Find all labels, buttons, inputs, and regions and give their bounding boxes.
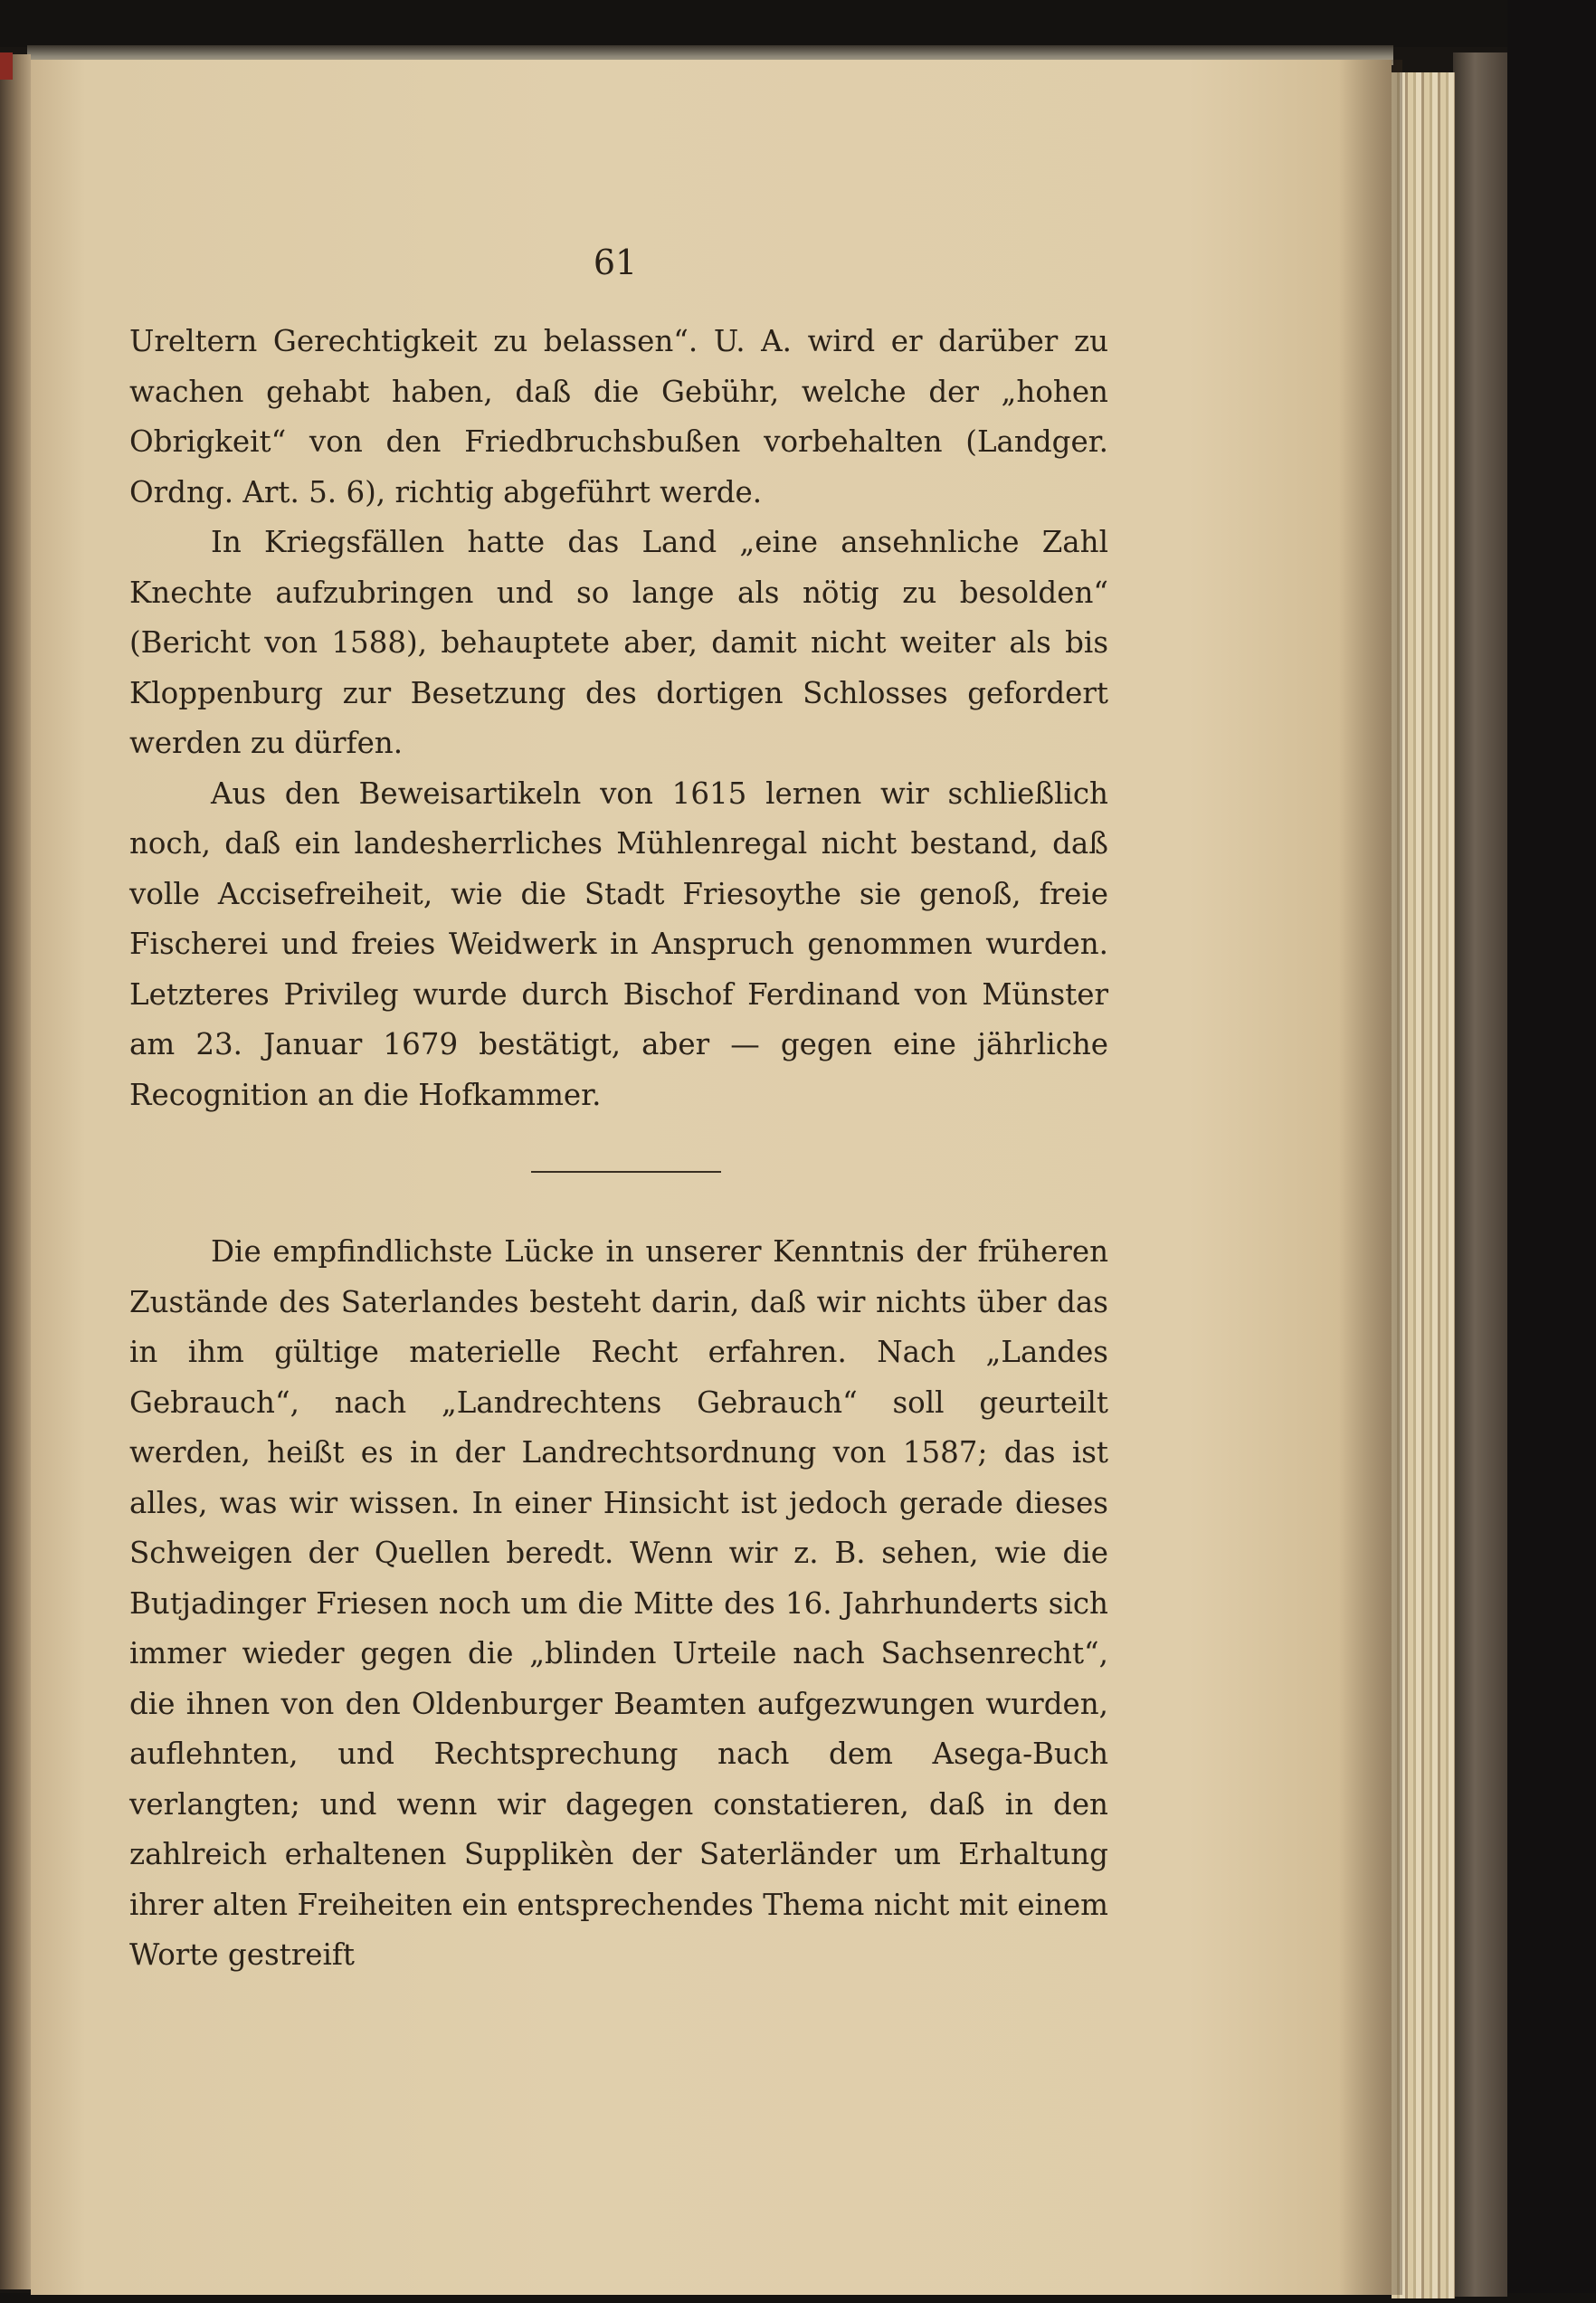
paragraph-1: Ureltern Gerechtigkeit zu belassen“. U. A. wird er darüber zu wachen gehabt haben, daß die Gebühr, welche der „hohen Obrigkeit“ von den Friedbruchsbußen vorbehalten (Landger. Ordng. Art. 5. 6), richtig abgeführt werde. <box>129 324 1108 509</box>
section-divider <box>531 1171 721 1173</box>
book-cover-edge <box>1453 52 1507 2297</box>
page-body <box>129 317 1108 1981</box>
page-shadow <box>1339 60 1402 2295</box>
paragraph-3: Aus den Beweisartikeln von 1615 lernen wir schließlich noch, daß ein landesherrliches Mühlenregal nicht bestand, daß volle Accisefreiheit, wie die Stadt Friesoythe sie genoß, freie Fischerei und freies Weidwerk in Anspruch genommen wurden. Letzteres Privileg wurde durch Bischof Ferdinand von Münster am 23. Januar 1679 bestätigt, aber — gegen eine jährliche Recognition an die Hofkammer. <box>129 776 1108 1112</box>
scan-background-top <box>0 0 1596 47</box>
paragraph-2: In Kriegsfällen hatte das Land „eine ansehnliche Zahl Knechte aufzubringen und so lange als nötig zu besolden“ (Bericht von 1588), behauptete aber, damit nicht weiter als bis Kloppenburg zur Besetzung des dortigen Schlosses gefordert werden zu dürfen. <box>129 525 1108 760</box>
scan-background-right <box>1507 0 1596 2303</box>
red-bookmark <box>0 52 13 80</box>
page-number: 61 <box>593 243 638 282</box>
left-page-edge <box>0 54 31 2289</box>
paragraph-4: Die empfindlichste Lücke in unserer Kenntnis der früheren Zustände des Saterlandes besteht darin, daß wir nichts über das in ihm gültige materielle Recht erfahren. Nach „Landes Gebrauch“, nach „Landrechtens Gebrauch“ soll geurteilt werden, heißt es in der Landrechtsordnung von 1587; das ist alles, was wir wissen. In einer Hinsicht ist jedoch gerade dieses Schweigen der Quellen beredt. Wenn wir z. B. sehen, wie die Butjadinger Friesen noch um die Mitte des 16. Jahrhunderts sich immer wieder gegen die „blinden Urteile nach Sachsenrecht“, die ihnen von den Oldenburger Beamten aufgezwungen wurden, auflehnten, und Rechtsprechung nach dem Asega-Buch verlangten; und wenn wir dagegen constatieren, daß in den zahlreich erhaltenen Supplikèn der Saterländer um Erhaltung ihrer alten Freiheiten ein entsprechendes Thema nicht mit einem Worte gestreift <box>129 1234 1108 1972</box>
